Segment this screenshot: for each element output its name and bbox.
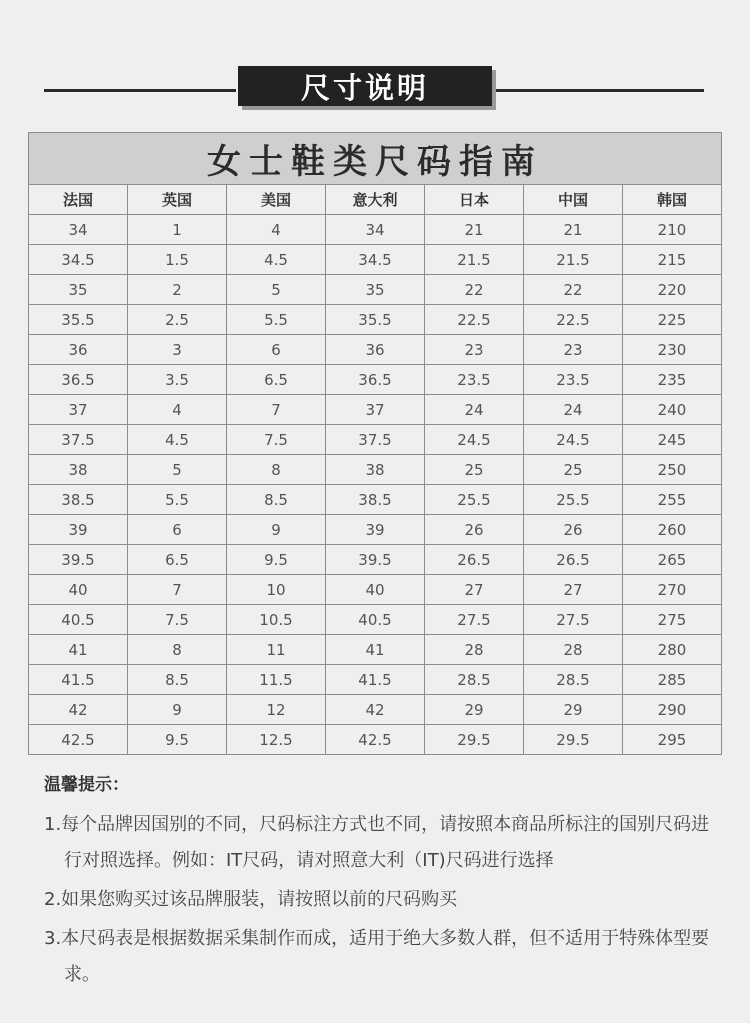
column-header-us: 美国 (227, 185, 326, 215)
table-cell: 4.5 (128, 425, 227, 455)
table-cell: 27.5 (425, 605, 524, 635)
table-cell: 8.5 (128, 665, 227, 695)
table-cell: 5 (128, 455, 227, 485)
tip-item: 3.本尺码表是根据数据采集制作而成，适用于绝大多数人群，但不适用于特殊体型要求。 (44, 928, 710, 985)
column-header-uk: 英国 (128, 185, 227, 215)
table-cell: 29.5 (425, 725, 524, 755)
table-cell: 24 (524, 395, 623, 425)
table-row (29, 725, 722, 755)
table-cell: 34.5 (29, 245, 128, 275)
table-cell: 23.5 (524, 365, 623, 395)
table-cell: 10.5 (227, 605, 326, 635)
table-cell: 7 (128, 575, 227, 605)
table-cell: 28.5 (425, 665, 524, 695)
table-cell: 26.5 (425, 545, 524, 575)
table-cell: 11 (227, 635, 326, 665)
table-row (29, 575, 722, 605)
table-cell: 10 (227, 575, 326, 605)
table-caption: 女士鞋类尺码指南 (29, 133, 722, 185)
table-cell: 290 (623, 695, 722, 725)
table-cell: 41 (326, 635, 425, 665)
table-cell: 22.5 (425, 305, 524, 335)
table-cell: 35 (326, 275, 425, 305)
table-cell: 29.5 (524, 725, 623, 755)
table-cell: 6 (128, 515, 227, 545)
table-cell: 42.5 (326, 725, 425, 755)
tips-title: 温馨提示： (44, 775, 129, 795)
table-cell: 39.5 (326, 545, 425, 575)
table-cell: 250 (623, 455, 722, 485)
table-cell: 34 (326, 215, 425, 245)
table-cell: 22 (524, 275, 623, 305)
table-cell: 22 (425, 275, 524, 305)
table-cell: 255 (623, 485, 722, 515)
table-cell: 215 (623, 245, 722, 275)
table-cell: 25 (524, 455, 623, 485)
table-cell: 40.5 (29, 605, 128, 635)
table-cell: 40 (29, 575, 128, 605)
table-cell: 38.5 (29, 485, 128, 515)
table-cell: 34.5 (326, 245, 425, 275)
table-row (29, 425, 722, 455)
table-cell: 38.5 (326, 485, 425, 515)
table-row (29, 635, 722, 665)
table-cell: 1.5 (128, 245, 227, 275)
table-cell: 270 (623, 575, 722, 605)
table-cell: 2.5 (128, 305, 227, 335)
table-cell: 35.5 (326, 305, 425, 335)
table-cell: 230 (623, 335, 722, 365)
header-divider-right (496, 89, 704, 92)
table-cell: 40 (326, 575, 425, 605)
table-row (29, 275, 722, 305)
table-body (29, 215, 722, 755)
table-cell: 9.5 (128, 725, 227, 755)
table-cell: 5.5 (128, 485, 227, 515)
table-cell: 285 (623, 665, 722, 695)
table-cell: 6.5 (227, 365, 326, 395)
column-header-france: 法国 (29, 185, 128, 215)
table-cell: 4 (128, 395, 227, 425)
table-row (29, 245, 722, 275)
table-cell: 3 (128, 335, 227, 365)
table-cell: 35 (29, 275, 128, 305)
table-cell: 38 (326, 455, 425, 485)
table-cell: 8.5 (227, 485, 326, 515)
table-cell: 9 (128, 695, 227, 725)
table-cell: 40.5 (326, 605, 425, 635)
table-cell: 28 (524, 635, 623, 665)
table-cell: 37.5 (29, 425, 128, 455)
table-cell: 42 (326, 695, 425, 725)
table-cell: 22.5 (524, 305, 623, 335)
table-row (29, 545, 722, 575)
table-cell: 27 (425, 575, 524, 605)
table-cell: 7.5 (128, 605, 227, 635)
table-cell: 25 (425, 455, 524, 485)
table-row (29, 485, 722, 515)
table-cell: 25.5 (425, 485, 524, 515)
table-cell: 42 (29, 695, 128, 725)
table-cell: 295 (623, 725, 722, 755)
table-cell: 12.5 (227, 725, 326, 755)
table-cell: 29 (524, 695, 623, 725)
table-cell: 1 (128, 215, 227, 245)
table-cell: 27 (524, 575, 623, 605)
table-cell: 265 (623, 545, 722, 575)
table-cell: 23 (524, 335, 623, 365)
table-cell: 35.5 (29, 305, 128, 335)
table-cell: 36 (326, 335, 425, 365)
tip-item: 2.如果您购买过该品牌服装，请按照以前的尺码购买 (44, 889, 458, 910)
table-cell: 6 (227, 335, 326, 365)
table-cell: 27.5 (524, 605, 623, 635)
table-cell: 210 (623, 215, 722, 245)
table-cell: 3.5 (128, 365, 227, 395)
table-cell: 39 (29, 515, 128, 545)
column-header-italy: 意大利 (326, 185, 425, 215)
tips-section (44, 770, 724, 996)
table-row (29, 305, 722, 335)
table-cell: 8 (227, 455, 326, 485)
table-cell: 23.5 (425, 365, 524, 395)
table-cell: 41.5 (326, 665, 425, 695)
table-cell: 9.5 (227, 545, 326, 575)
table-row (29, 335, 722, 365)
table-row (29, 515, 722, 545)
table-cell: 225 (623, 305, 722, 335)
table-cell: 11.5 (227, 665, 326, 695)
table-row (29, 395, 722, 425)
column-header-china: 中国 (524, 185, 623, 215)
table-cell: 29 (425, 695, 524, 725)
table-row (29, 695, 722, 725)
table-cell: 28 (425, 635, 524, 665)
table-cell: 280 (623, 635, 722, 665)
page-title: 尺寸说明 (238, 66, 492, 106)
table-cell: 37 (326, 395, 425, 425)
table-cell: 5 (227, 275, 326, 305)
table-cell: 34 (29, 215, 128, 245)
table-cell: 26 (524, 515, 623, 545)
table-cell: 4 (227, 215, 326, 245)
table-cell: 41 (29, 635, 128, 665)
table-cell: 36.5 (29, 365, 128, 395)
table-cell: 24.5 (425, 425, 524, 455)
table-cell: 39.5 (29, 545, 128, 575)
table-cell: 275 (623, 605, 722, 635)
table-cell: 7.5 (227, 425, 326, 455)
table-cell: 25.5 (524, 485, 623, 515)
table-cell: 21.5 (425, 245, 524, 275)
table-row (29, 365, 722, 395)
table-cell: 245 (623, 425, 722, 455)
table-cell: 5.5 (227, 305, 326, 335)
table-cell: 36 (29, 335, 128, 365)
table-cell: 28.5 (524, 665, 623, 695)
table-cell: 9 (227, 515, 326, 545)
table-header-row (29, 185, 722, 215)
table-cell: 8 (128, 635, 227, 665)
table-cell: 220 (623, 275, 722, 305)
column-header-japan: 日本 (425, 185, 524, 215)
table-cell: 36.5 (326, 365, 425, 395)
table-cell: 23 (425, 335, 524, 365)
table-cell: 260 (623, 515, 722, 545)
table-cell: 235 (623, 365, 722, 395)
table-cell: 6.5 (128, 545, 227, 575)
table-cell: 24.5 (524, 425, 623, 455)
table-row (29, 455, 722, 485)
table-cell: 39 (326, 515, 425, 545)
table-cell: 21.5 (524, 245, 623, 275)
table-cell: 21 (524, 215, 623, 245)
table-cell: 2 (128, 275, 227, 305)
table-cell: 26 (425, 515, 524, 545)
header-divider-left (44, 89, 236, 92)
table-cell: 24 (425, 395, 524, 425)
table-cell: 4.5 (227, 245, 326, 275)
table-cell: 26.5 (524, 545, 623, 575)
table-row (29, 665, 722, 695)
table-cell: 37.5 (326, 425, 425, 455)
column-header-korea: 韩国 (623, 185, 722, 215)
tip-item: 1.每个品牌因国别的不同，尺码标注方式也不同，请按照本商品所标注的国别尺码进行对照选择。例如：IT尺码，请对照意大利（IT)尺码进行选择 (44, 814, 710, 871)
table-cell: 7 (227, 395, 326, 425)
table-cell: 37 (29, 395, 128, 425)
table-cell: 38 (29, 455, 128, 485)
table-cell: 12 (227, 695, 326, 725)
table-cell: 240 (623, 395, 722, 425)
table-cell: 21 (425, 215, 524, 245)
table-cell: 41.5 (29, 665, 128, 695)
table-row (29, 605, 722, 635)
table-cell: 42.5 (29, 725, 128, 755)
table-row (29, 215, 722, 245)
size-guide-table (28, 132, 722, 755)
